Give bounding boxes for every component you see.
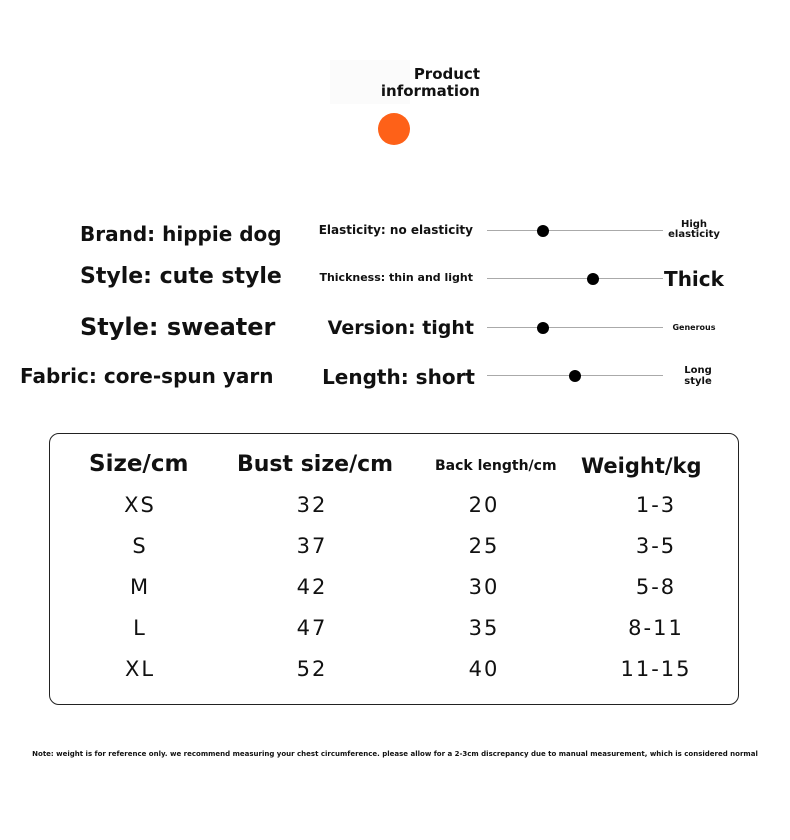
attribute-brand: Brand: hippie dog xyxy=(80,222,282,246)
scale-track-version xyxy=(487,327,663,328)
scale-end-version: Generous xyxy=(672,323,716,332)
table-cell: XL xyxy=(124,657,156,681)
table-cell: S xyxy=(132,534,148,558)
attribute-fabric: Fabric: core-spun yarn xyxy=(20,364,274,388)
scale-knob-length xyxy=(569,370,581,382)
scale-end-length xyxy=(668,365,728,387)
table-cell: 37 xyxy=(296,534,328,558)
scale-end-elasticity-line1: High xyxy=(680,219,708,230)
scale-knob-version xyxy=(537,322,549,334)
footnote: Note: weight is for reference only. we recommend measuring your chest circumference. please allow for a 2-3cm discrepancy due to manual measurement, which is considered normal xyxy=(32,750,758,758)
table-cell: 47 xyxy=(296,616,328,640)
table-cell: 20 xyxy=(468,493,500,517)
table-cell: 8-11 xyxy=(628,616,684,640)
table-cell: 52 xyxy=(296,657,328,681)
scale-knob-thickness xyxy=(587,273,599,285)
table-cell: 30 xyxy=(468,575,500,599)
table-cell: XS xyxy=(124,493,156,517)
table-header-weight: Weight/kg xyxy=(581,454,702,478)
scale-knob-elasticity xyxy=(537,225,549,237)
table-cell: 11-15 xyxy=(620,657,692,681)
table-cell: L xyxy=(133,616,147,640)
scale-label-thickness: Thickness: thin and light xyxy=(319,271,473,284)
accent-dot xyxy=(378,113,410,145)
scale-label-length: Length: short xyxy=(322,365,475,389)
scale-end-length-line2: style xyxy=(684,376,712,387)
scale-label-version: Version: tight xyxy=(327,317,474,339)
title-line-1: Product xyxy=(413,65,480,83)
table-header-bust: Bust size/cm xyxy=(237,452,394,477)
table-cell: 1-3 xyxy=(635,493,677,517)
product-information-title xyxy=(376,66,480,100)
table-cell: 32 xyxy=(296,493,328,517)
attribute-style: Style: cute style xyxy=(80,264,282,289)
scale-end-thickness: Thick xyxy=(664,267,724,291)
table-cell: 25 xyxy=(468,534,500,558)
scale-end-elasticity xyxy=(664,220,724,240)
scale-label-elasticity: Elasticity: no elasticity xyxy=(318,223,473,237)
scale-track-thickness xyxy=(487,278,663,279)
scale-end-length-line1: Long xyxy=(684,365,712,376)
table-header-size: Size/cm xyxy=(89,451,189,477)
table-header-back-length: Back length/cm xyxy=(435,458,557,474)
table-cell: 40 xyxy=(468,657,500,681)
table-cell: 3-5 xyxy=(635,534,677,558)
table-cell: M xyxy=(129,575,151,599)
table-cell: 35 xyxy=(468,616,500,640)
scale-track-elasticity xyxy=(487,230,663,231)
table-cell: 42 xyxy=(296,575,328,599)
attribute-style-type: Style: sweater xyxy=(80,313,276,341)
table-cell: 5-8 xyxy=(635,575,677,599)
scale-end-elasticity-line2: elasticity xyxy=(668,229,720,240)
title-line-2: information xyxy=(380,82,480,100)
